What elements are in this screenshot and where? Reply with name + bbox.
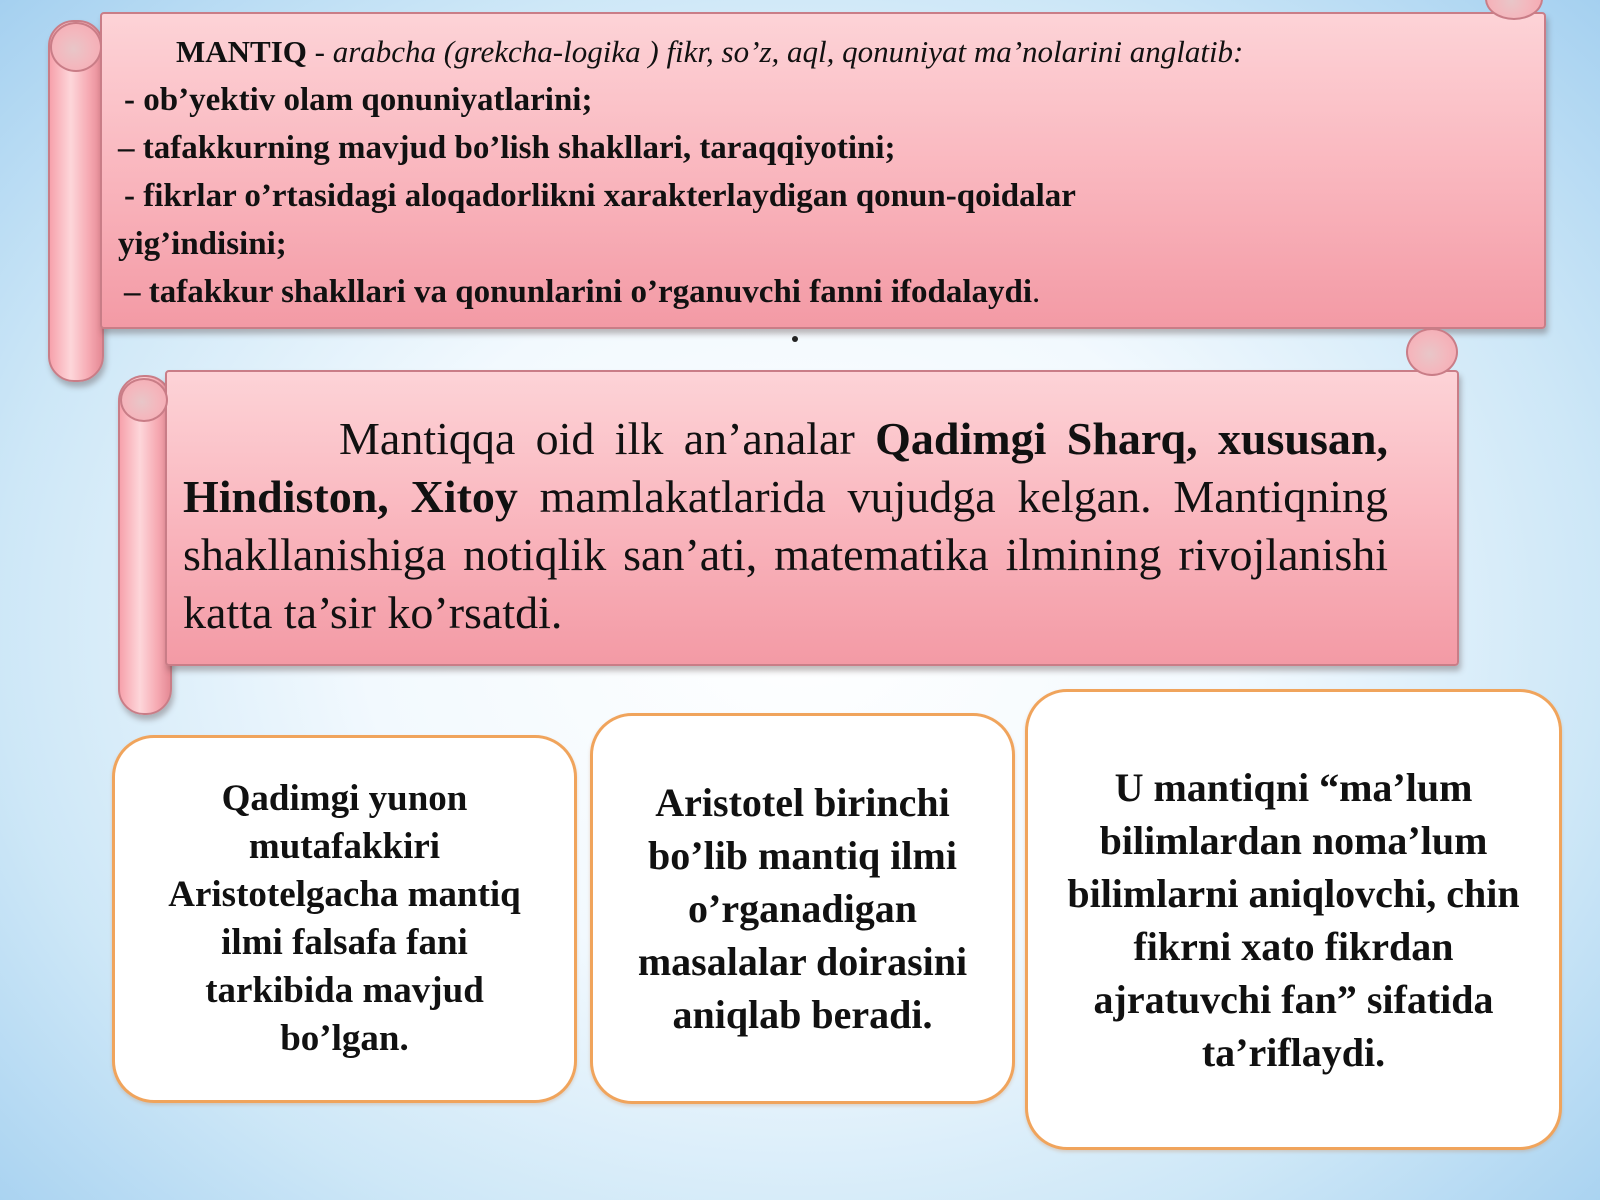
history-part-2: mamlakatlarida vujudga kelgan. Mantiqning shakllanishiga notiqlik san’ati, matematika ilmining rivojlanishi katta ta’sir ko’rsatdi.: [183, 471, 1388, 638]
definition-line-4: yig’indisini;: [118, 226, 287, 262]
info-box-aristotle-before: [112, 735, 577, 1103]
definition-scroll: [100, 12, 1546, 329]
info-box-definition-quote: [1025, 689, 1562, 1150]
term-mantiq: MANTIQ: [176, 34, 307, 69]
scroll-2-top-curl: [120, 378, 168, 422]
scroll-2-left-roll: [118, 375, 172, 715]
scroll-2-right-curl: [1406, 328, 1458, 376]
definition-text: [118, 28, 1508, 316]
term-dash: -: [306, 34, 333, 69]
definition-line-3: - fikrlar o’rtasidagi aloqadorlikni xarakterlaydigan qonun-qoidalar: [124, 178, 1076, 214]
history-bold-regions: Qadimgi Sharq, xususan, Hindiston, Xitoy: [183, 413, 1388, 522]
info-box-3-text: U mantiqni “ma’lum bilimlardan noma’lum bilimlarni aniqlovchi, chin fikrni xato fikrdan ajratuvchi fan” sifatida ta’riflaydi.: [1067, 764, 1520, 1075]
definition-line-1: - ob’yektiv olam qonuniyatlarini;: [124, 82, 593, 118]
definition-line-2: – tafakkurning mavjud bo’lish shakllari, taraqqiyotini;: [118, 130, 896, 166]
definition-end-period: .: [1032, 274, 1041, 310]
info-box-2-text: Aristotel birinchi bo’lib mantiq ilmi o’rganadigan masalalar doirasini aniqlab beradi.: [637, 780, 968, 1037]
scroll-1-top-curl: [50, 22, 102, 72]
history-scroll: [165, 370, 1459, 666]
separator-dot: [792, 336, 798, 342]
definition-line-5-text: – tafakkur shakllari va qonunlarini o’rganuvchi fanni ifodalaydi: [124, 274, 1033, 310]
definition-intro: [118, 28, 1508, 76]
definition-line-5: [118, 268, 1508, 316]
scroll-1-left-roll: [48, 20, 104, 382]
info-box-aristotle-first: [590, 713, 1015, 1104]
history-text: [183, 410, 1388, 642]
history-part-1: Mantiqqa oid ilk an’analar: [339, 413, 876, 464]
term-definition: arabcha (grekcha-logika ) fikr, so’z, aql, qonuniyat ma’nolarini anglatib:: [332, 34, 1244, 69]
info-box-1-text: Qadimgi yunon mutafakkiri Aristotelgacha mantiq ilmi falsafa fani tarkibida mavjud bo’lgan.: [168, 778, 521, 1059]
